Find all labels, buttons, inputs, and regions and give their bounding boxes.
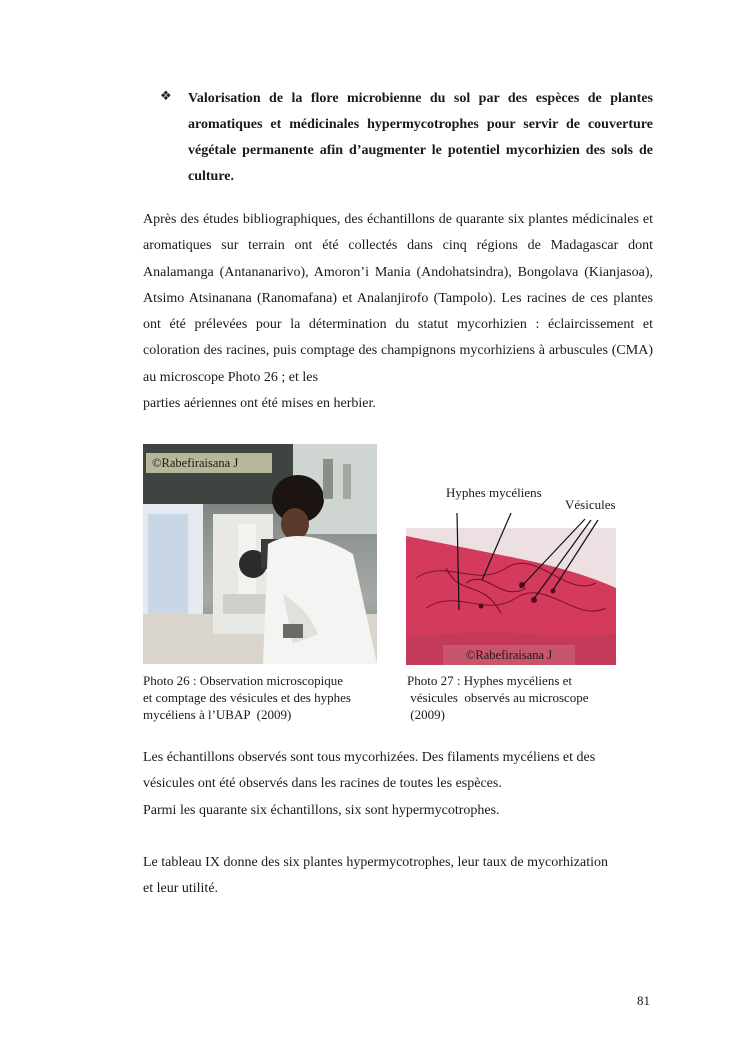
caption-photo-27 xyxy=(407,672,657,723)
label-hyphes-myceliens: Hyphes mycéliens xyxy=(446,485,542,500)
caption-photo-26-line: mycéliens à l’UBAP (2009) xyxy=(143,707,292,722)
paragraph-table-intro-last-line: et leur utilité. xyxy=(143,881,219,897)
paragraph-methods-last-line: parties aériennes ont été mises en herbier. xyxy=(143,396,376,412)
paragraph-observations xyxy=(143,745,653,798)
bullet-heading xyxy=(160,86,653,190)
paragraph-hypermycotrophes-text: Parmi les quarante six échantillons, six sont hypermycotrophes. xyxy=(143,803,500,818)
paragraph-methods xyxy=(143,207,653,417)
caption-photo-27-line: vésicules observés au microscope xyxy=(407,690,589,705)
photo-27-credit: ©Rabefiraisana J xyxy=(443,645,575,665)
caption-photo-26 xyxy=(143,672,393,723)
photo-26-microscope-lab xyxy=(143,444,377,664)
lab-scene-illustration xyxy=(143,444,377,664)
photo-26-credit: ©Rabefiraisana J xyxy=(146,453,272,473)
caption-photo-27-line: (2009) xyxy=(407,707,445,722)
bullet-heading-text: Valorisation de la flore microbienne du sol par des espèces de plantes aromatiques et médicinales hypermycotrophes pour servir de couverture végétale permanente afin d’augmenter le potentiel mycorhizien des sols de culture. xyxy=(188,91,653,184)
paragraph-table-intro-body: Le tableau IX donne des six plantes hypermycotrophes, leur taux de mycorhization xyxy=(143,855,608,870)
paragraph-methods-body: Après des études bibliographiques, des échantillons de quarante six plantes médicinales et aromatiques sur terrain ont été collectés dans cinq régions de Madagascar dont Analamanga (Antananarivo), Amoron’i Mania (Andohatsindra), Bongolava (Kianjasoa), Atsimo Atsinanana (Ranomafana) et Analanjirofo (Tampolo). Les racines de ces plantes ont été prélevées pour la détermination du statut mycorhizien : éclaircissement et coloration des racines, puis comptage des champignons mycorhiziens à arbuscules (CMA) au microscope Photo 26 ; et les xyxy=(143,212,653,385)
page-number: 81 xyxy=(637,993,650,1008)
caption-photo-26-line: et comptage des vésicules et des hyphes xyxy=(143,690,351,705)
paragraph-observations-body: Les échantillons observés sont tous mycorhizées. Des filaments mycéliens et des xyxy=(143,750,596,765)
diamond-bullet-icon: ❖ xyxy=(160,89,172,104)
caption-photo-27-line: Photo 27 : Hyphes mycéliens et xyxy=(407,673,573,688)
paragraph-hypermycotrophes xyxy=(143,798,653,824)
caption-photo-26-line: Photo 26 : Observation microscopique xyxy=(143,673,344,688)
label-vesicules: Vésicules xyxy=(565,497,616,512)
paragraph-table-intro xyxy=(143,850,653,903)
paragraph-observations-last-line: vésicules ont été observés dans les racines de toutes les espèces. xyxy=(143,776,502,792)
